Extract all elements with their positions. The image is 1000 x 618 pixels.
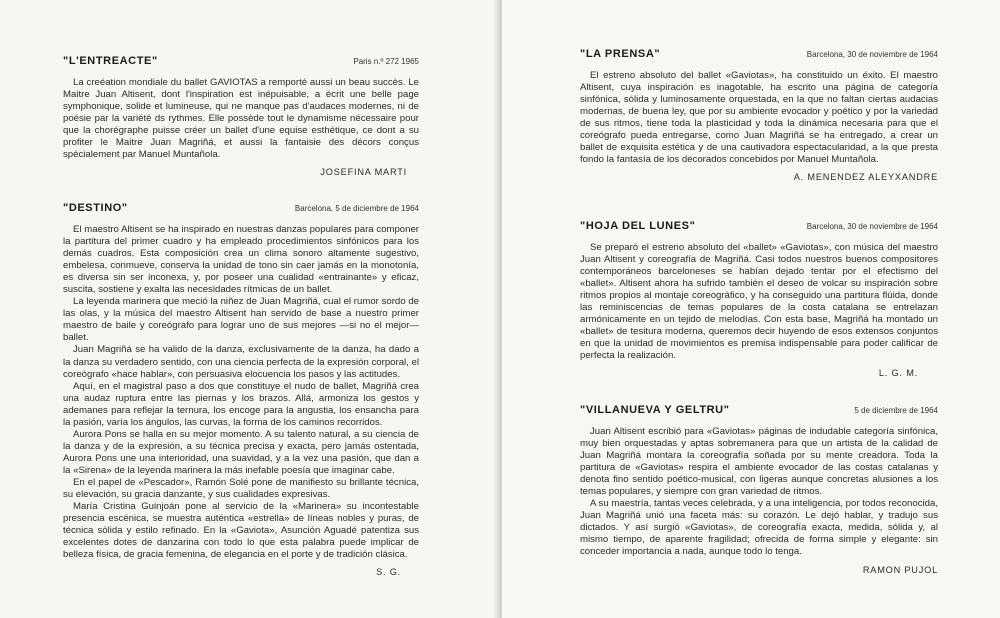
article-destino (63, 202, 419, 577)
paragraph: El estreno absoluto del ballet «Gaviotas», ha constituido un éxito. El maestro Altisent, cuya inspiración es inagotable, ha escrito una página de categoría sinfónica, sólida y luminosamente orquestada, en la que no faltan ciertas audacias modernas, de buena ley, que por su ambiente evocador y poético y por la variedad de sus ritmos, tiene toda la plasticidad y toda la dinámica necesaria para que el coreógrafo pueda entregarse, como Juan Magriñá se ha entregado, a crear un ballet de exquisita estética y de una cautivadora espectacularidad, a la que presta fondo la fantasía de los decorados concebidos por Manuel Muntañola. (580, 70, 938, 166)
paragraph: A su maestría, tantas veces celebrada, y a una inteligencia, por todos reconocida, Juan Magriñá unió una faceta más: su corazón. Le dejó hablar, y tradujo sus dictados. Y así surgió «Gaviotas», de coreografía exacta, medida, sólida y, al mismo tiempo, de aparente fragilidad; ofrecida de forma simple y elegante: sin conceder importancia a nada, aunque todo lo tenga. (580, 498, 938, 558)
dateline: Paris n.º 272 1965 (353, 57, 419, 66)
paragraph: El maestro Altisent se ha inspirado en nuestras danzas populares para componer la partitura del primer cuadro y ha empleado procedimientos sinfónicos para los demás cuadros. Esta composición crea un clima sonoro altamente sugestivo, embelesa, conmueve, conserva la unidad de tono sin caer jamás en la monotonía, es diversa sin ser inconexa, y, por poseer una cualidad «entrainante» y eficaz, suscita, sostiene y exalta las necesidades rítmicas de un ballet. (63, 224, 419, 296)
paragraph: La leyenda marinera que meció la niñez de Juan Magriñá, cual el rumor sordo de las olas, y la música del maestro Altisent han servido de base a nuestro primer maestro de baile y coreógrafo para lograr uno de sus mejores —si no el mejor— ballet. (63, 296, 419, 344)
right-page (502, 0, 1000, 618)
dateline: 5 de diciembre de 1964 (854, 406, 938, 415)
dateline: Barcelona, 30 de noviembre de 1964 (806, 222, 938, 231)
dateline: Barcelona, 30 de noviembre de 1964 (806, 50, 938, 59)
paragraph: Se preparó el estreno absoluto del «ballet» «Gaviotas», con música del maestro Juan Altisent y coreografía de Magriñá. Casi todos nuestros buenos compositores contemporáneos barceloneses se habían dejado tentar por el efectismo del «ballet». Altisent ahora ha sufrido también el deseo de volcar su inspiración sobre ritmos propios al montaje coreográfico, y ha conseguido una partitura flúida, donde las reminiscencias de temas populares de la costa catalana se entrelazan armónicamente en un tejido de melodías. Con esta base, Magriñá ha montado un «ballet» de tesitura moderna, queremos decir huyendo de esos extensos conjuntos en que la unidad de movimientos es premisa indispensable para poder calificar de perfecta la realización. (580, 242, 938, 362)
article-header (580, 48, 938, 62)
article-body (580, 70, 938, 166)
paragraph: María Cristina Guinjoán pone al servicio de la «Marinera» su incontestable presencia escénica, se muestra auténtica «estrella» de líneas nobles y puras, de técnica sólida y estilo refinado. En la «Gaviota», Asunción Aguadé patentiza sus excelentes dotes de danzarina con todo lo que esta palabra puede implicar de belleza física, de gracia femenina, de elegancia en el porte y de tradición clásica. (63, 501, 419, 561)
paragraph: Juan Magriñá se ha valido de la danza, exclusivamente de la danza, ha dado a la danza su verdadero sentido, con una ciencia perfecta de la expresión corporal, el coreógrafo «hace hablar», con persuasiva elocuencia los pasos y las actitudes. (63, 344, 419, 380)
publication-title: "HOJA DEL LUNES" (580, 220, 696, 232)
publication-title: "LA PRENSA" (580, 48, 661, 60)
paragraph: En el papel de «Pescador», Ramón Solé pone de manifiesto su brillante técnica, su elevación, su gracia danzante, y sus cualidades expresivas. (63, 476, 419, 501)
paragraph: Juan Altisent escribió para «Gaviotas» páginas de indudable categoría sinfónica, muy bien orquestadas y aptas sobremanera para que un artista de la calidad de Juan Magriñá montara la coreografía soñada por su mente creadora. Toda la partitura de «Gaviotas» respira el ambiente evocador de las costas catalanas y denota fino sentido poético-musical, con ligeras aunque concretas alusiones a los temas populares, y siempre con gran variedad de ritmos. (580, 426, 938, 498)
article-la-prensa (580, 48, 938, 182)
signature: S. G. (376, 567, 401, 578)
signature: L. G. M. (878, 368, 918, 379)
signature: RAMON PUJOL (862, 564, 938, 575)
publication-title: "L'ENTREACTE" (63, 55, 158, 67)
signature: A. MENENDEZ ALEYXANDRE (793, 172, 938, 183)
article-body (580, 242, 938, 362)
publication-title: "DESTINO" (63, 202, 128, 214)
paragraph: Aurora Pons se halla en su mejor momento. A su talento natural, a su ciencia de la danza y de la expresión, a su técnica precisa y exacta, pero jamás ostentada, Aurora Pons une una interioridad, una suavidad, y a la vez una pasión, que dan a la «Sirena» de la leyenda marinera la más inefable poesía que imaginar cabe. (63, 428, 419, 476)
article-header (63, 55, 419, 69)
dateline: Barcelona, 5 de diciembre de 1964 (294, 204, 419, 213)
article-header (580, 220, 938, 234)
article-villanueva-y-geltru (580, 404, 938, 575)
article-header (580, 404, 938, 418)
paragraph: Aquí, en el magistral paso a dos que constituye el nudo de ballet, Magriñá crea una audaz ruptura entre las piernas y los brazos. Allá, armoniza los gestos y ademanes para reflejar la ternura, los encoge para la angustia, los ensancha para la pasión, varía los ángulos, las curvas, la forma de los caminos recorridos. (63, 380, 419, 428)
signature: JOSEFINA MARTI (320, 167, 407, 178)
article-body (63, 77, 419, 161)
left-page (0, 0, 498, 618)
article-entreacte (63, 55, 419, 177)
publication-title: "VILLANUEVA Y GELTRU" (580, 404, 730, 416)
article-body (63, 224, 419, 561)
article-header (63, 202, 419, 216)
paragraph: La creéation mondiale du ballet GAVIOTAS a remporté aussi un beau succès. Le Maitre Juan Altisent, dont l'inspiration est inépuisable, a écrit une belle page symphonique, solide et lumineuse, qui ne manque pas d'audaces modernes, ni de poésie par la variété ds rythmes. Elle possède tout le dynamisme nécessaire pour que la chorégraphe puisse créer un ballet d'une equise esthétique, ce dont a su profiter le Maitre Juan Magriñá, et aussi la fantaisie des décors conçus spécialement par Manuel Muntañola. (63, 77, 419, 161)
article-body (580, 426, 938, 559)
article-hoja-del-lunes (580, 220, 938, 378)
